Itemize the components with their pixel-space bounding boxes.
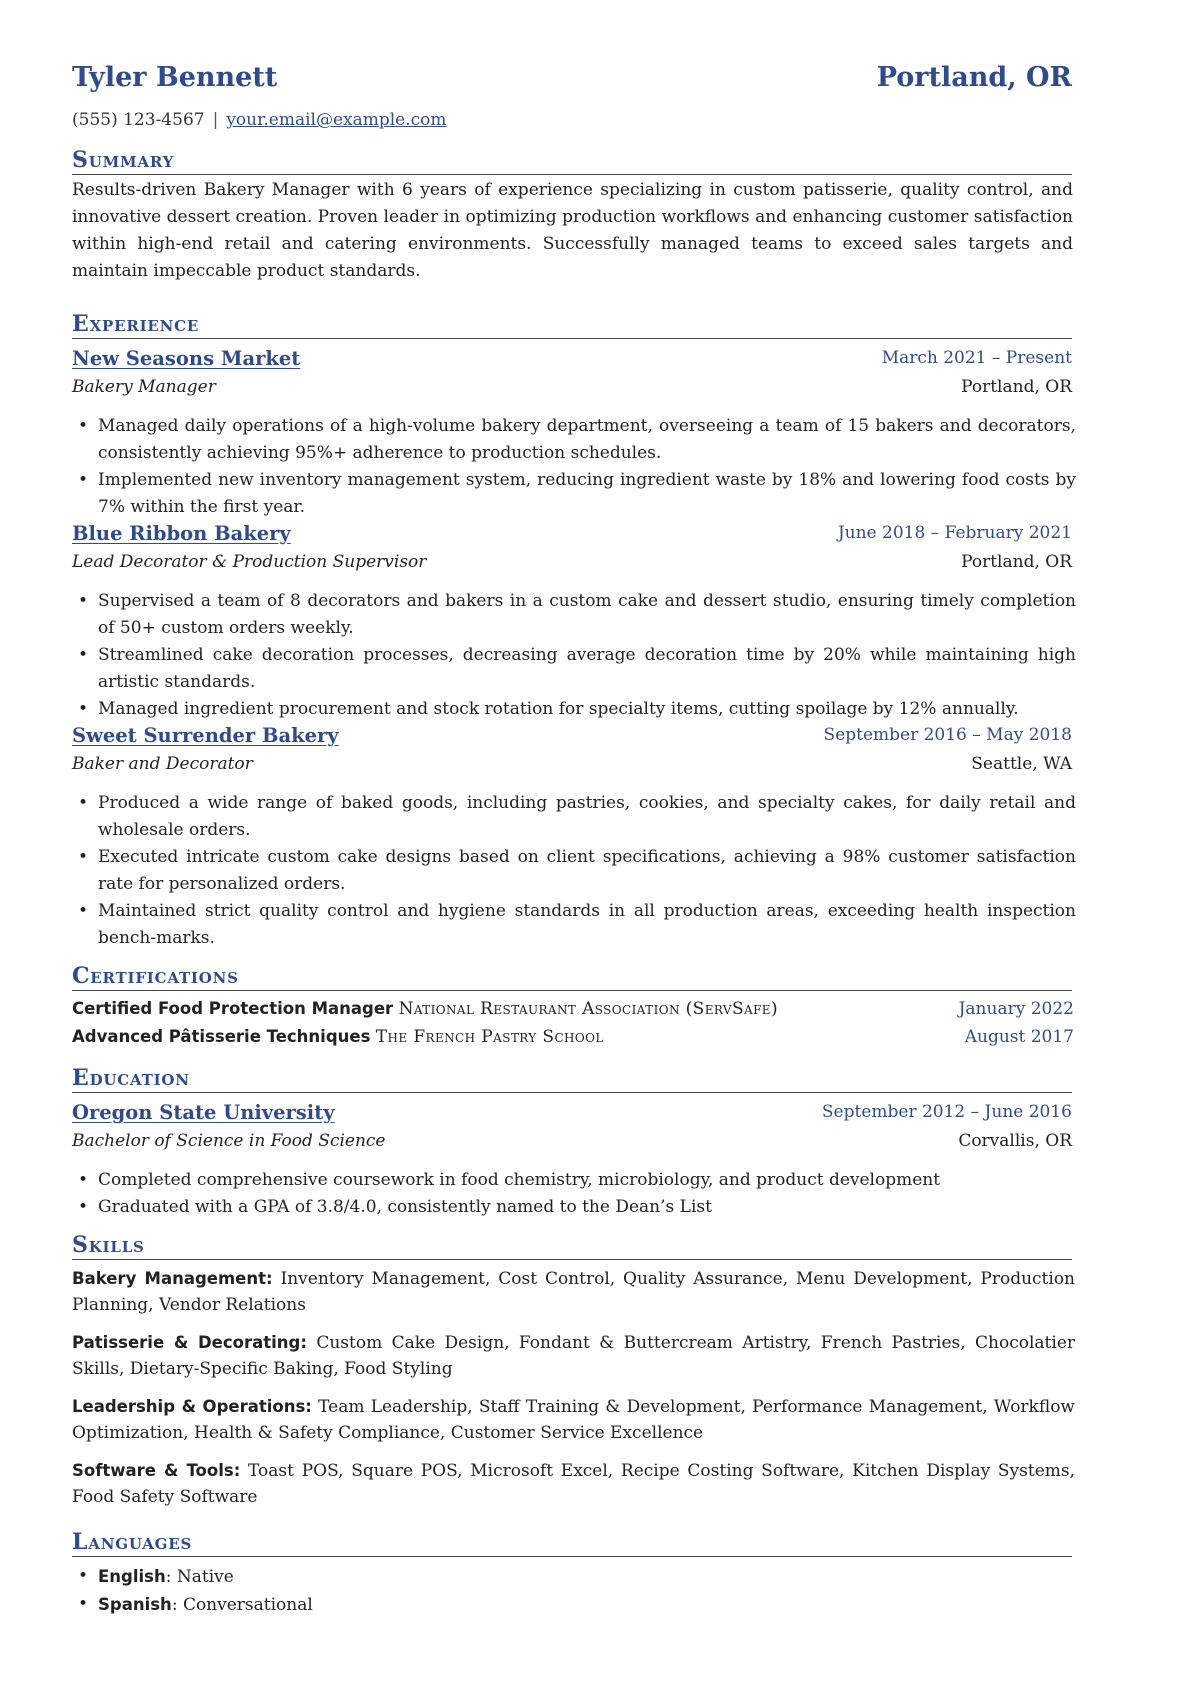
job-dates: September 2016 – May 2018 (823, 725, 1072, 745)
summary-text: Results-driven Bakery Manager with 6 years of experience specializing in custom patisserie, quality control, and innovative dessert creation. Proven leader in optimizing production workflows and enhancing customer satisfaction within high-end retail and catering environments. Successfully managed teams to exceed sales targets and maintain impeccable product standards. (72, 180, 1073, 281)
certification-row (72, 999, 1074, 1026)
education-bullets (72, 1167, 1076, 1221)
list-item: • Graduated with a GPA of 3.8/4.0, consistently named to the Dean’s List (72, 1194, 1076, 1221)
certification-name: Certified Food Protection Manager (72, 999, 394, 1018)
section-heading-experience: Experience (72, 306, 1072, 339)
skill-label: Leadership & Operations: (72, 1397, 312, 1416)
list-item: • Managed daily operations of a high-volume bakery department, overseeing a team of 15 bakers and decorators, consistently achieving 95%+ adherence to production schedules. (72, 413, 1076, 467)
language-name: English (98, 1567, 166, 1586)
certification-date: January 2022 (958, 999, 1074, 1019)
job-dates: June 2018 – February 2021 (837, 523, 1072, 543)
section-heading-summary: Summary (72, 142, 1072, 175)
skill-items: Inventory Management, Cost Control, Quality Assurance, Menu Development, Production Planning, Vendor Relations (72, 1269, 1076, 1315)
skill-group (72, 1330, 1075, 1382)
list-item: • Maintained strict quality control and hygiene standards in all production areas, exceeding health inspection bench-marks. (72, 898, 1076, 952)
list-item: • Produced a wide range of baked goods, including pastries, cookies, and specialty cakes, for daily retail and wholesale orders. (72, 790, 1076, 844)
job-company[interactable]: Sweet Surrender Bakery (72, 724, 339, 747)
section-heading-education: Education (72, 1060, 1072, 1093)
language-level: : Conversational (171, 1595, 313, 1615)
skill-label: Bakery Management: (72, 1269, 273, 1288)
skill-group (72, 1458, 1075, 1510)
candidate-name: Tyler Bennett (72, 62, 278, 93)
skill-group (72, 1394, 1075, 1446)
job-bullets (72, 413, 1076, 521)
certification-date: August 2017 (964, 1027, 1074, 1047)
skill-label: Software & Tools: (72, 1461, 241, 1480)
certification-name: Advanced Pâtisserie Techniques (72, 1027, 371, 1046)
list-item: • Supervised a team of 8 decorators and bakers in a custom cake and dessert studio, ensuring timely completion of 50+ custom orders weekly. (72, 588, 1076, 642)
job-company[interactable]: New Seasons Market (72, 347, 301, 370)
contact-line (72, 110, 447, 130)
education-dates: September 2012 – June 2016 (821, 1102, 1072, 1122)
email-link[interactable]: your.email@example.com (226, 110, 447, 130)
language-name: Spanish (98, 1595, 172, 1614)
certification-row (72, 1027, 1074, 1054)
school-name[interactable]: Oregon State University (72, 1101, 335, 1124)
skill-items: Custom Cake Design, Fondant & Buttercream Artistry, French Pastries, Chocolatier Skills, Dietary-Specific Baking, Food Styling (72, 1333, 1076, 1379)
skill-group (72, 1266, 1075, 1318)
list-item: • Completed comprehensive coursework in food chemistry, microbiology, and product development (72, 1167, 1076, 1194)
job-bullets (72, 588, 1076, 723)
job-dates: March 2021 – Present (881, 348, 1072, 368)
language-level: : Native (165, 1567, 234, 1587)
list-item (72, 1591, 1076, 1619)
certification-org: National Restaurant Association (ServSafe) (398, 999, 778, 1019)
skill-items: Team Leadership, Staff Training & Development, Performance Management, Workflow Optimization, Health & Safety Compliance, Customer Service Excellence (72, 1397, 1075, 1443)
section-heading-skills: Skills (72, 1227, 1072, 1260)
job-location: Portland, OR (961, 377, 1072, 397)
certification-org: The French Pastry School (375, 1027, 604, 1047)
degree: Bachelor of Science in Food Science (72, 1131, 386, 1151)
list-item: • Streamlined cake decoration processes, decreasing average decoration time by 20% while maintaining high artistic standards. (72, 642, 1076, 696)
contact-separator: | (212, 110, 219, 130)
job-location: Seattle, WA (971, 754, 1072, 774)
section-heading-certifications: Certifications (72, 958, 1072, 991)
section-heading-languages: Languages (72, 1524, 1072, 1557)
phone-number: (555) 123-4567 (72, 110, 205, 130)
education-location: Corvallis, OR (958, 1131, 1072, 1151)
header-location: Portland, OR (876, 62, 1072, 93)
skill-label: Patisserie & Decorating: (72, 1333, 307, 1352)
languages-list (72, 1563, 1076, 1619)
skill-items: Toast POS, Square POS, Microsoft Excel, Recipe Costing Software, Kitchen Display Systems, Food Safety Software (72, 1461, 1076, 1507)
list-item (72, 1563, 1076, 1591)
job-company[interactable]: Blue Ribbon Bakery (72, 522, 291, 545)
job-role: Lead Decorator & Production Supervisor (72, 552, 427, 572)
job-role: Baker and Decorator (72, 754, 253, 774)
list-item: • Implemented new inventory management system, reducing ingredient waste by 18% and lowering food costs by 7% within the first year. (72, 467, 1076, 521)
list-item: • Managed ingredient procurement and stock rotation for specialty items, cutting spoilage by 12% annually. (72, 696, 1076, 723)
job-role: Bakery Manager (72, 377, 216, 397)
job-bullets (72, 790, 1076, 952)
job-location: Portland, OR (961, 552, 1072, 572)
list-item: • Executed intricate custom cake designs based on client specifications, achieving a 98% customer satisfaction rate for personalized orders. (72, 844, 1076, 898)
